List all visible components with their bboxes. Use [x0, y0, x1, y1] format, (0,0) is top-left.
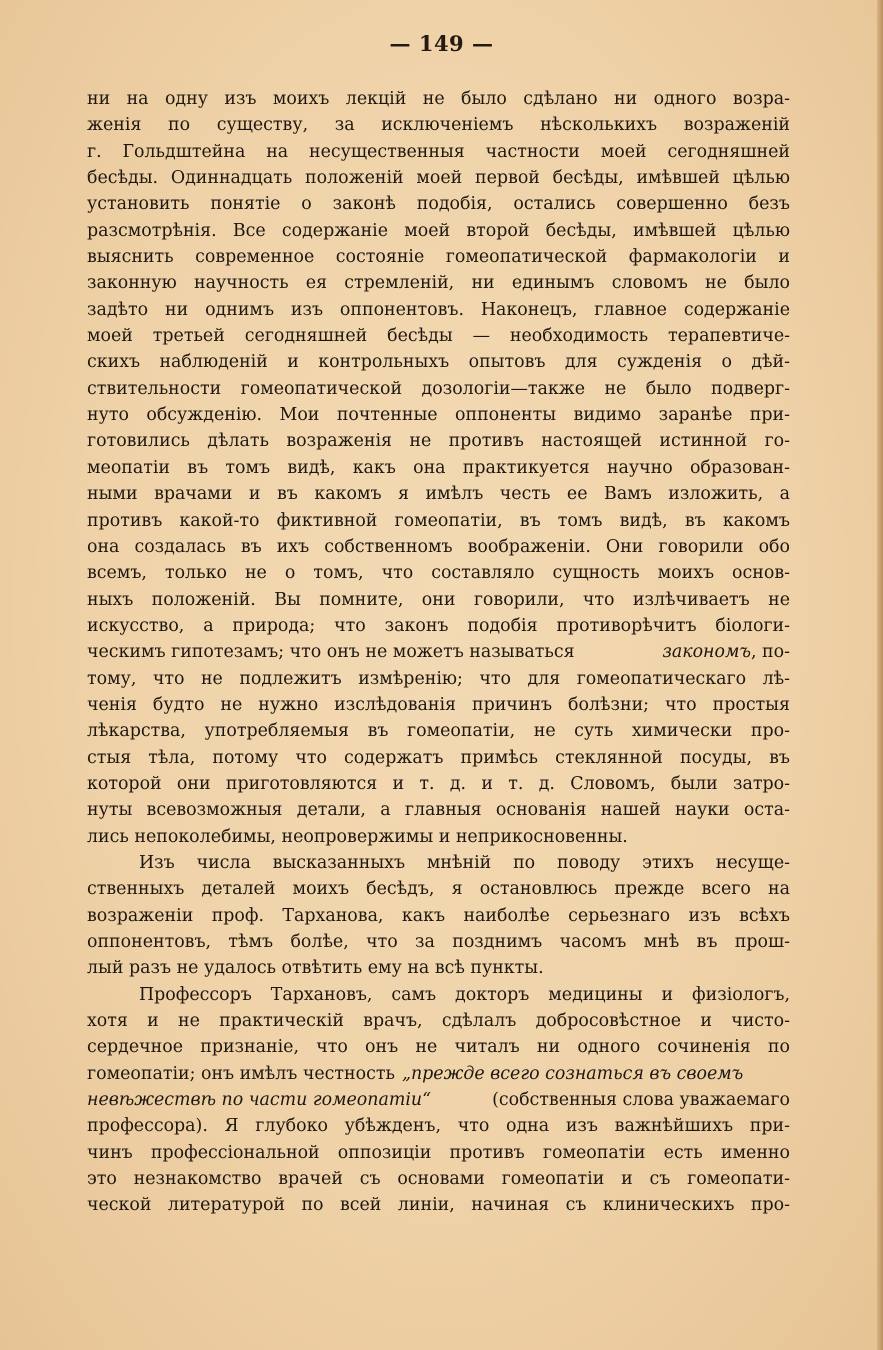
italic-quote-end: невѣжествѣ по части гомеопатіи“ [87, 1090, 431, 1111]
italic-word-zakonom: закономъ [662, 642, 751, 663]
text-line-39 [87, 1087, 790, 1113]
text-line-22-part-1: ческимъ гипотезамъ; что онъ не можетъ называться [87, 642, 575, 663]
text-line-33: оппонентовъ, тѣмъ болѣе, что за позднимъ часомъ мнѣ въ прош- [87, 932, 790, 952]
text-line-35: Профессоръ Тархановъ, самъ докторъ медицины и физіологъ, [139, 984, 790, 1005]
text-line-22-emphasis [662, 639, 790, 665]
text-line-3: г. Гольдштейна на несущественныя частности моей сегодняшней [87, 141, 790, 162]
text-line-14: готовились дѣлать возраженія не противъ настоящей истинной го- [87, 431, 790, 452]
text-line-15: меопатіи въ томъ видѣ, какъ она практикуется научно образован- [87, 457, 790, 478]
page-edge [877, 0, 883, 1350]
text-line-40: профессора). Я глубоко убѣжденъ, что одна изъ важнѣйшихъ при- [87, 1116, 790, 1137]
text-line-11: скихъ наблюденій и контрольныхъ опытовъ для сужденія о дѣй- [87, 352, 790, 373]
text-line-32: возраженіи проф. Тарханова, какъ наиболѣе серьезнаго изъ всѣхъ [87, 905, 790, 926]
text-line-24: ченія будто не нужно изслѣдованія причинъ болѣзни; что простыя [87, 694, 790, 715]
text-line-6: разсмотрѣнія. Все содержаніе моей второй бесѣды, имѣвшей цѣлью [87, 220, 790, 241]
text-line-5: установить понятіе о законѣ подобія, остались совершенно безъ [87, 194, 790, 215]
page-number: — 149 — [389, 31, 494, 56]
text-line-42: это незнакомство врачей съ основами гомеопатіи и съ гомеопати- [87, 1169, 790, 1190]
text-line-1: ни на одну изъ моихъ лекцій не было сдѣлано ни одного возра- [87, 89, 790, 109]
text-line-22 [87, 639, 790, 665]
text-line-10: моей третьей сегодняшней бесѣды — необходимость терапевтиче- [87, 326, 790, 347]
text-line-13: нуто обсужденію. Мои почтенные оппоненты видимо заранѣе при- [87, 405, 790, 426]
text-line-31: ственныхъ деталей моихъ бесѣдъ, я остановлюсь прежде всего на [87, 879, 790, 900]
text-line-21: искусство, а природа; что законъ подобія противорѣчитъ біологи- [87, 615, 790, 636]
text-line-29: лись непоколебимы, неопровержимы и неприкосновенны. [87, 826, 628, 847]
text-line-34: лый разъ не удалось отвѣтить ему на всѣ пункты. [87, 958, 544, 979]
text-line-16: ными врачами и въ какомъ я имѣлъ честь ее Вамъ изложить, а [87, 484, 790, 505]
text-line-4: бесѣды. Одиннадцать положеній моей первой бесѣды, имѣвшей цѣлью [87, 168, 790, 189]
text-line-7: выяснить современное состояніе гомеопатической фармакологіи и [87, 247, 790, 268]
text-line-2: женія по существу, за исключеніемъ нѣсколькихъ возраженій [87, 115, 790, 136]
text-line-25: лѣкарства, употребляемыя въ гомеопатіи, не суть химически про- [87, 721, 790, 742]
text-line-38-part-1: гомеопатіи; онъ имѣлъ честность [87, 1063, 395, 1084]
text-line-43: ческой литературой по всей линіи, начиная съ клиническихъ про- [87, 1195, 790, 1216]
text-line-19: всемъ, только не о томъ, что составляло сущность моихъ основ- [87, 563, 790, 584]
text-line-37: сердечное признаніе, что онъ не читалъ ни одного сочиненія по [87, 1037, 790, 1058]
text-line-12: ствительности гомеопатической дозологіи—также не было подверг- [87, 378, 790, 399]
text-line-22-part-3: , по- [751, 642, 790, 663]
text-line-30: Изъ числа высказанныхъ мнѣній по поводу этихъ несуще- [139, 852, 790, 873]
text-line-38 [87, 1061, 790, 1087]
text-line-28: нуты всевозможныя детали, а главныя основанія нашей науки оста- [87, 800, 790, 821]
text-line-26: стыя тѣла, потому что содержатъ примѣсь стеклянной посуды, въ [87, 747, 790, 768]
italic-quote-start: „прежде всего сознаться въ своемъ [401, 1063, 744, 1084]
text-line-41: чинъ профессіональной оппозиціи противъ гомеопатіи есть именно [87, 1142, 790, 1163]
text-line-23: тому, что не подлежитъ измѣренію; что для гомеопатическаго лѣ- [87, 668, 790, 689]
body-text [87, 86, 790, 1219]
text-line-9: задѣто ни однимъ изъ оппонентовъ. Наконецъ, главное содержаніе [87, 299, 790, 320]
text-line-36: хотя и не практическій врачъ, сдѣлалъ добросовѣстное и чисто- [87, 1011, 790, 1032]
text-line-39-part-2: (собственныя слова уважаемаго [492, 1090, 790, 1111]
text-line-27: которой они приготовляются и т. д. и т. д. Словомъ, были затро- [87, 773, 790, 794]
text-line-18: она создалась въ ихъ собственномъ воображеніи. Они говорили обо [87, 536, 790, 557]
text-line-8: законную научность ея стремленій, ни единымъ словомъ не было [87, 273, 790, 294]
text-line-17: противъ какой-то фиктивной гомеопатіи, въ томъ видѣ, въ какомъ [87, 510, 790, 531]
text-line-20: ныхъ положеній. Вы помните, они говорили, что излѣчиваетъ не [87, 589, 790, 610]
